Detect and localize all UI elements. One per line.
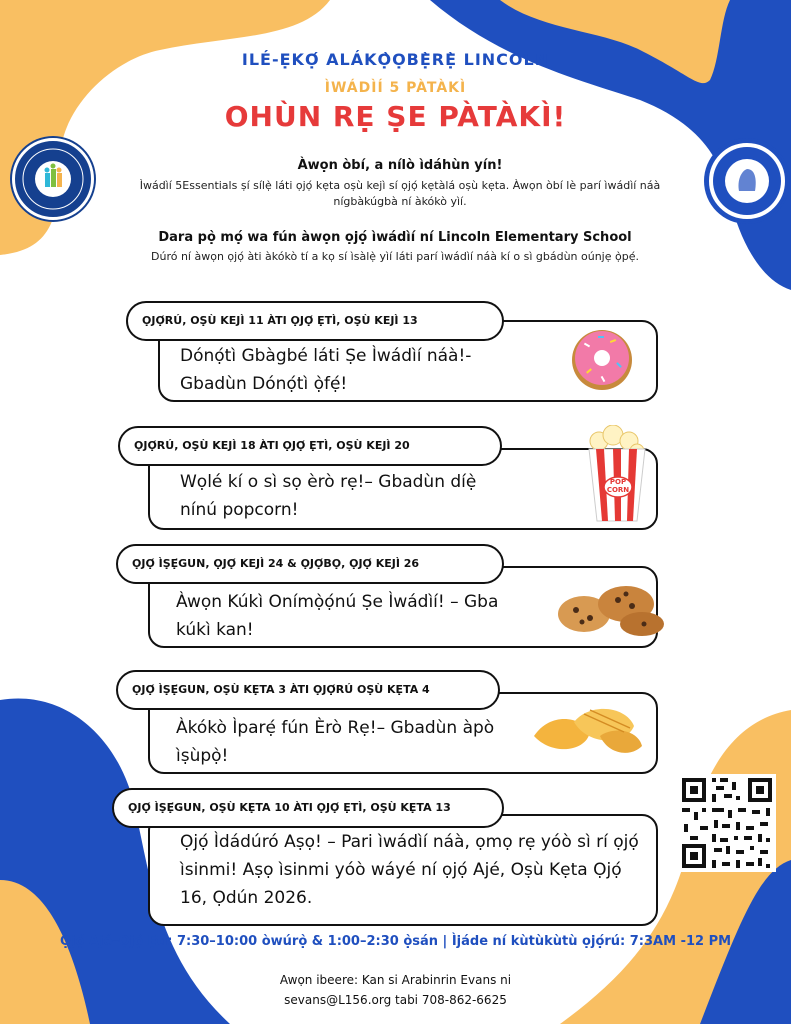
contact-line-1: Awọn ibeere: Kan si Arabinrin Evans ni	[279, 973, 512, 987]
qr-code-icon[interactable]	[678, 774, 776, 872]
intro-heading-2: Dara pọ̀ mọ́ wa fún àwọn ọjọ́ ìwádìí ní Lincoln Elementary School	[158, 230, 632, 245]
event-4-line-1: Àkókò Ìparẹ́ fún Èrò Rẹ!– Gbadùn àpò	[176, 718, 495, 738]
intro-body: Ìwádìí 5Essentials ṣí sílẹ̀ láti ọjọ́ kẹta oṣù kejì sí ọjọ́ kẹtàlá oṣù kẹta. Àwọn òbí lè parí ìwádìí náà nígbàkúgbà ní àkókò yìí.	[139, 179, 661, 208]
event-1-text	[180, 342, 580, 398]
donut-icon	[570, 320, 634, 400]
district-logo	[12, 138, 94, 220]
event-5-text	[180, 828, 650, 912]
district-logo-icon	[15, 141, 91, 217]
event-1-line-1: Dónọ́tì Gbàgbé láti Ṣe Ìwádìí náà!-	[180, 346, 472, 366]
event-2-date: ỌJỌ́RÚ, OṢÙ KEJÌ 18 ÀTI ỌJỌ́ ẸTÌ, OṢÙ KEJÌ 20	[118, 426, 502, 466]
event-3-line-2: kúkì kan!	[176, 620, 254, 640]
school-name: ILÉ-ẸKỌ́ ALÁKỌ̀ỌBẸ̀RẸ̀ LINCOLN	[241, 50, 550, 69]
contact-info	[0, 970, 791, 1010]
popcorn-box-label: POP CORN	[606, 478, 630, 494]
event-3-date: ỌJỌ́ ÌṢẸ́GUN, ỌJỌ́ KEJÌ 24 & ỌJỌ́BỌ, ỌJỌ́ KEJÌ 26	[116, 544, 504, 584]
event-1-line-2: Gbadùn Dónọ́tì ọ̀fẹ́!	[180, 374, 348, 394]
event-3-text	[176, 588, 576, 644]
lincoln-school-logo	[706, 140, 788, 222]
event-4-text	[176, 714, 576, 770]
page-title: OHÙN RẸ ṢE PÀTÀKÌ!	[224, 100, 567, 133]
event-5-line-1: Ọjọ́ Ìdádúró Aṣọ! – Pari ìwádìí náà, ọmọ rẹ yóò sì rí ọjọ́	[180, 832, 639, 852]
intro-heading: Àwọn òbí, a nílò ìdáhùn yín!	[297, 158, 503, 173]
popcorn-icon	[583, 425, 653, 525]
event-5-line-2: ìsinmi! Aṣọ ìsinmi yóò wáyé ní ọjọ́ Ajé, Oṣù Kẹta Ọjọ́	[180, 860, 622, 880]
schedule-hours: Ọjọ́ Ajé–Ọjọ́ Ẹtì: 7:30–10:00 òwúrọ̀ & 1:00–2:30 ọ̀sán | Ìjáde ní kùtùkùtù ọjọ́rú: 7:3AM -12 PM	[59, 934, 732, 949]
event-2-line-1: Wọlé kí o sì sọ èrò rẹ!– Gbadùn díẹ̀	[180, 472, 477, 492]
cookies-icon	[556, 580, 664, 638]
event-2-line-2: nínú popcorn!	[180, 500, 299, 520]
chips-icon	[530, 702, 645, 758]
event-4-line-2: ìṣùpọ̀!	[176, 746, 229, 766]
lincoln-seal-icon	[709, 143, 785, 219]
event-5-line-3: 16, Ọdún 2026.	[180, 888, 313, 908]
event-4-date: ỌJỌ́ ÌṢẸ́GUN, OṢÙ KẸTA 3 ÀTI ỌJỌ́RÚ OṢÙ KẸTA 4	[116, 670, 500, 710]
survey-subtitle: ÌWÁDÌÍ 5 PÀTÀKÌ	[324, 80, 467, 96]
event-3-line-1: Àwọn Kúkì Onímọ̀ọ́nú Ṣe Ìwádìí! – Gba	[176, 592, 499, 612]
event-1-date: ỌJỌ́RÚ, OṢÙ KEJÌ 11 ÀTI ỌJỌ́ ẸTÌ, OṢÙ KEJÌ 13	[126, 301, 504, 341]
event-card-5	[148, 814, 658, 926]
event-2-text	[180, 468, 580, 524]
contact-email-phone[interactable]: sevans@L156.org tabi 708-862-6625	[284, 993, 507, 1007]
intro-body-2: Dúró ní àwọn ọjọ́ àti àkókò tí a kọ sí ìsàlẹ̀ yìí láti parí ìwádìí náà kí o sì gbádùn oúnjẹ ọ̀pẹ́.	[151, 250, 639, 263]
event-5-date: ỌJỌ́ ÌṢẸ́GUN, OṢÙ KẸTA 10 ÀTI ỌJỌ́ ẸTÌ, OṢÙ KẸTA 13	[112, 788, 504, 828]
